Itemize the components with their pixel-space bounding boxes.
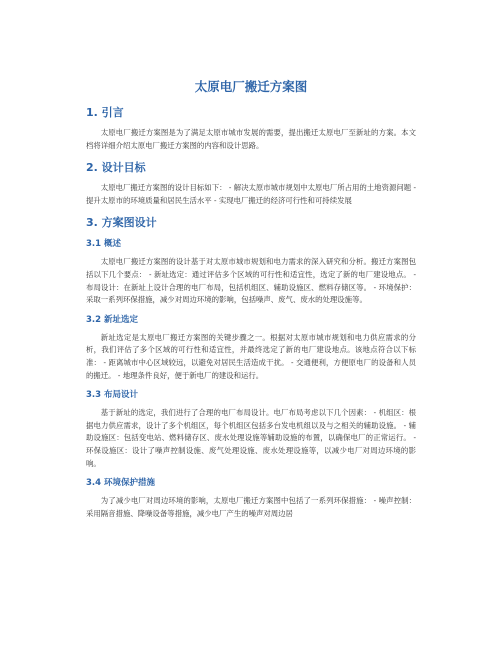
section-heading-plan-design: 3. 方案图设计 bbox=[86, 216, 157, 230]
subsection-heading-layout-design: 3.3 布局设计 bbox=[86, 390, 139, 401]
subsection-heading-overview: 3.1 概述 bbox=[86, 239, 122, 250]
section-heading-design-goals: 2. 设计目标 bbox=[86, 161, 146, 175]
subsection-site-selection-paragraph: 新址选定是太原电厂搬迁方案图的关键步骤之一。根据对太原市城市规划和电力供应需求的分析，我们评估了多个区域的可行性和适宜性，并最终选定了新的电厂建设地点。该地点符合以下标准： - 距离城市中心区域较远，以避免对居民生活造成干扰。 - 交通便利，方便原电厂的设备和人员的搬迁。 - 地理条件良好，便于新电厂的建设和运行。 bbox=[86, 332, 416, 380]
subsection-environmental-protection-paragraph: 为了减少电厂对周边环境的影响，太原电厂搬迁方案图中包括了一系列环保措施： - 噪声控制：采用隔音措施、降噪设备等措施，减少电厂产生的噪声对周边居 bbox=[86, 496, 416, 518]
section-heading-introduction: 1. 引言 bbox=[86, 106, 124, 119]
subsection-heading-environmental-protection: 3.4 环境保护措施 bbox=[86, 478, 156, 489]
section-design-goals-paragraph: 太原电厂搬迁方案图的设计目标如下： - 解决太原市城市规划中太原电厂所占用的土地资源问题 - 提升太原市的环境质量和居民生活水平 - 实现电厂搬迁的经济可行性和可持续发展 bbox=[86, 183, 416, 205]
subsection-heading-site-selection: 3.2 新址选定 bbox=[86, 314, 139, 325]
subsection-layout-design-paragraph: 基于新址的选定，我们进行了合理的电厂布局设计。电厂布局考虑以下几个因素： - 机组区：根据电力供应需求，设计了多个机组区，每个机组区包括多台发电机组以及与之相关的辅助设施。 - 辅助设施区：包括变电站、燃料储存区、废水处理设施等辅助设施的布置，以确保电厂的正常运行。 - 环保设施区：设计了噪声控制设施、废气处理设施、废水处理设施等，以减少电厂对周边环境的影响。 bbox=[86, 408, 416, 468]
subsection-overview-paragraph: 太原电厂搬迁方案图的设计基于对太原市城市规划和电力需求的深入研究和分析。搬迁方案图包括以下几个要点： - 新址选定：通过评估多个区域的可行性和适宜性，选定了新的电厂建设地点。 - 布局设计：在新址上设计合理的电厂布局，包括机组区、辅助设施区、燃料存储区等。 - 环境保护：采取一系列环保措施，减少对周边环境的影响，包括噪声、废气、废水的处理设施等。 bbox=[86, 257, 416, 305]
section-introduction-paragraph: 太原电厂搬迁方案图是为了满足太原市城市发展的需要，提出搬迁太原电厂至新址的方案。本文档将详细介绍太原电厂搬迁方案图的内容和设计思路。 bbox=[86, 128, 416, 150]
document-title: 太原电厂搬迁方案图 bbox=[194, 79, 308, 94]
